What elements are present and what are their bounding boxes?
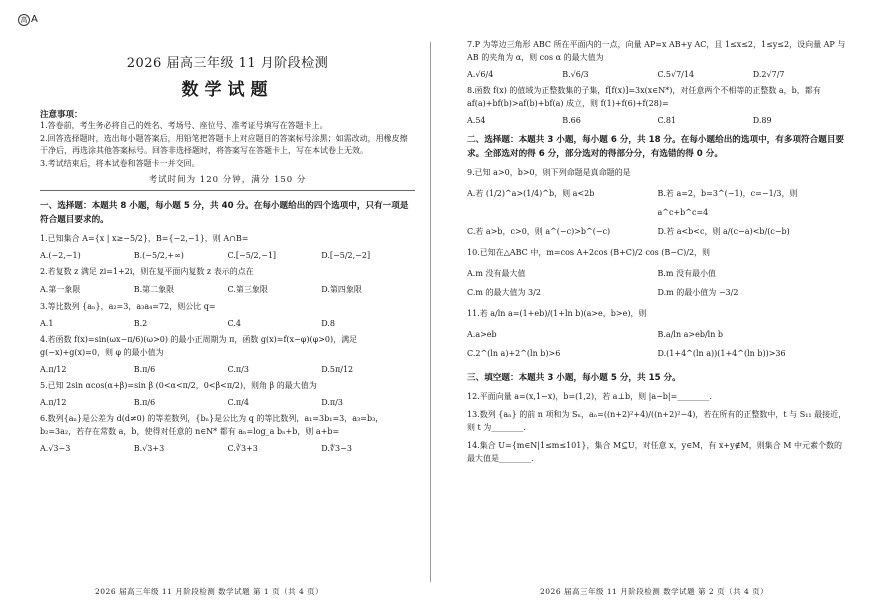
- page-right: [435, 0, 870, 615]
- option-c: C.2^(ln a)+2^(ln b)>6: [467, 349, 561, 358]
- option-a: A.若 (1/2)^a>(1/4)^b，则 a<2b: [467, 189, 595, 198]
- option-c: C.∛3+3: [227, 444, 258, 453]
- right-question-list-a: [467, 38, 848, 125]
- option-a: A.√6/4: [467, 70, 494, 79]
- question-stem: 2.若复数 z 满足 zi=1+2i，则在复平面内复数 z 表示的点在: [40, 267, 254, 276]
- option-a: A.1: [40, 319, 54, 328]
- question-stem: 8.函数 f(x) 的值域为正整数集的子集，f[f(x)]=3x(x∈N*)，对任意两个不相等的正整数 a，b，都有 af(a)+bf(b)>af(b)+bf(a) 成立，则 f(1)+f(6)+f(28)=: [467, 86, 821, 108]
- question-options: [40, 251, 415, 260]
- question-options: [467, 325, 848, 363]
- question-stem: 12.平面向量 a=(x,1−x)，b=(1,2)，若 a⊥b，则 |a−b|=________.: [467, 392, 712, 401]
- question-stem: 7.P 为等边三角形 ABC 所在平面内的一点，向量 AP=x AB+y AC，且 1≤x≤2，1≤y≤2，设向量 AP 与 AB 的夹角为 α，则 cos α 的最大值为: [467, 40, 846, 62]
- option-d: D.若 a<b<c，则 a/(c−a)<b/(c−b): [657, 227, 790, 236]
- option-c: C.若 a>b，c>0，则 a^(−c)>b^(−c): [467, 227, 611, 236]
- option-d: D.m 的最小值为 −3/2: [657, 288, 739, 297]
- option-d: D.∜3−3: [321, 444, 352, 453]
- option-c: C.81: [657, 116, 677, 125]
- question-options: [467, 70, 848, 79]
- option-d: D.(1+4^(ln a))(1+4^(ln b))>36: [657, 349, 786, 358]
- option-c: C.π/4: [227, 398, 249, 407]
- question-stem: 3.等比数列 {aₙ}，a₂=3，a₃a₄=72，则公比 q=: [40, 302, 216, 311]
- question-stem: 10.已知在△ABC 中，m=cos A+2cos (B+C)/2 cos (B−C)/2，则: [467, 248, 711, 257]
- question-options: [40, 319, 415, 328]
- question-options: [467, 184, 848, 241]
- option-a: A.54: [467, 116, 486, 125]
- option-b: B.√6/3: [562, 70, 589, 79]
- footer-right: 2026 届高三年级 11 月阶段检测 数学试题 第 2 页（共 4 页）: [540, 587, 769, 596]
- exam-title: 2026 届高三年级 11 月阶段检测: [126, 56, 329, 71]
- option-b: B.π/6: [133, 398, 156, 407]
- exam-time: 考试时间为 120 分钟，满分 150 分: [148, 175, 307, 185]
- option-a: A.第一象限: [40, 285, 81, 294]
- option-d: D.π/3: [321, 398, 343, 407]
- notice-item: 1.答卷前，考生务必将自己的姓名、考场号、座位号、准考证号填写在答题卡上。: [40, 121, 328, 130]
- option-b: B.m 没有最小值: [657, 269, 717, 278]
- question-stem: 4.若函数 f(x)=sin(ωx−π/6)(ω>0) 的最小正周期为 π，函数 g(x)=f(x−φ)(φ>0)，满足 g(−x)+g(x)=0，则 φ 的最小值为: [40, 335, 358, 357]
- option-d: D.第四象限: [321, 285, 362, 294]
- question-stem: 1.已知集合 A={x | x≥−5/2}，B={−2,−1}，则 A∩B=: [40, 234, 249, 243]
- option-b: B.66: [562, 116, 581, 125]
- option-c: C.4: [227, 319, 241, 328]
- question-stem: 11.若 a/ln a=(1+eb)/(1+ln b)(a>e，b>e)，则: [467, 309, 647, 318]
- option-b: B.若 a=2，b=3^(−1)，c=−1/3，则 a^c+b^c=4: [657, 189, 798, 217]
- question-options: [40, 284, 415, 295]
- question-stem: 9.已知 a>0，b>0，则下列命题是真命题的是: [467, 168, 631, 177]
- notice-item: 3.考试结束后，将本试卷和答题卡一并交回。: [40, 158, 200, 168]
- option-a: A.a>eb: [467, 330, 497, 339]
- logo-letter: A: [31, 14, 38, 25]
- option-a: A.(−2,−1): [40, 251, 81, 260]
- question-options: [40, 398, 415, 407]
- question-stem: 5.已知 2sin αcos(α+β)=sin β (0<α<π/2，0<β<π/2)，则角 β 的最大值为: [40, 381, 317, 390]
- option-d: D.8: [321, 319, 336, 328]
- question-options: [40, 365, 415, 374]
- option-b: B.第二象限: [133, 285, 175, 294]
- notice-item: 2.回答选择题时，选出每小题答案后，用铅笔把答题卡上对应题目的答案标号涂黑；如需改动，用橡皮擦干净后，再选涂其他答案标号。回答非选择题时，将答案写在答题卡上，写在本试卷上无效。: [40, 133, 408, 155]
- subject-title: 数学试题: [181, 80, 274, 100]
- option-d: D.[−5/2,−2]: [321, 251, 371, 260]
- footer-left: 2026 届高三年级 11 月阶段检测 数学试题 第 1 页（共 4 页）: [95, 587, 324, 596]
- option-c: C.m 的最大值为 3/2: [467, 288, 541, 297]
- option-d: D.89: [752, 116, 772, 125]
- option-a: A.m 没有最大值: [467, 269, 526, 278]
- question-options: [467, 116, 848, 125]
- option-d: D.5π/12: [321, 365, 354, 374]
- question-stem: 13.数列 {aₙ} 的前 n 项和为 Sₙ，aₙ=((n+2)²+4)/((n+2)²−4)，若在所有的正整数中，t 与 S₁₁ 最接近，则 t 为________.: [467, 410, 847, 432]
- option-d: D.2√7/7: [752, 70, 785, 79]
- option-a: A.π/12: [40, 365, 67, 374]
- question-stem: 6.数列{aₙ}是公差为 d(d≠0) 的等差数列，{bₙ}是公比为 q 的等比数列，a₁=3b₁=3，a₃=b₃，b₂=3a₂，若存在常数 a，b，使得对任意的 n∈N* 都有 aₙ=log_a bₙ+b，则 a+b=: [40, 414, 384, 436]
- option-b: B.√3+3: [133, 444, 165, 453]
- section-2-title: 二、选择题：本题共 3 小题，每小题 6 分，共 18 分。在每小题给出的选项中，有多项符合题目要求。全部选对的得 6 分，部分选对的得部分分，有选错的得 0 分。: [467, 135, 845, 159]
- section-1-title: 一、选择题：本题共 8 小题，每小题 5 分，共 40 分。在每小题给出的四个选项中，只有一项是符合题目要求的。: [40, 201, 409, 225]
- question-stem: 14.集合 U={m∈N|1≤m≤101}，集合 M⊆U，对任意 x，y∈M，有 x+y∉M，则集合 M 中元素个数的最大值是________.: [467, 441, 842, 463]
- option-c: C.[−5/2,−1]: [227, 251, 277, 260]
- option-c: C.5√7/14: [657, 70, 695, 79]
- right-question-list-b: [467, 166, 848, 363]
- option-b: B.a/ln a>eb/ln b: [657, 330, 724, 339]
- right-question-list-c: [467, 390, 848, 465]
- option-b: B.π/6: [133, 365, 156, 374]
- header-rule: [40, 190, 415, 191]
- question-options: [467, 264, 848, 302]
- section-3-title: 三、填空题：本题共 3 小题，每小题 5 分，共 15 分。: [467, 373, 681, 383]
- option-b: B.2: [133, 319, 148, 328]
- option-a: A.√3−3: [40, 444, 71, 453]
- option-b: B.(−5/2,+∞): [133, 251, 184, 260]
- option-c: C.第三象限: [227, 285, 268, 294]
- option-a: A.π/12: [40, 398, 67, 407]
- notice-title: 注意事项：: [40, 110, 83, 120]
- left-question-list: [40, 232, 415, 453]
- logo-mark: 高: [18, 14, 30, 26]
- question-options: [40, 444, 415, 453]
- option-c: C.π/3: [227, 365, 249, 374]
